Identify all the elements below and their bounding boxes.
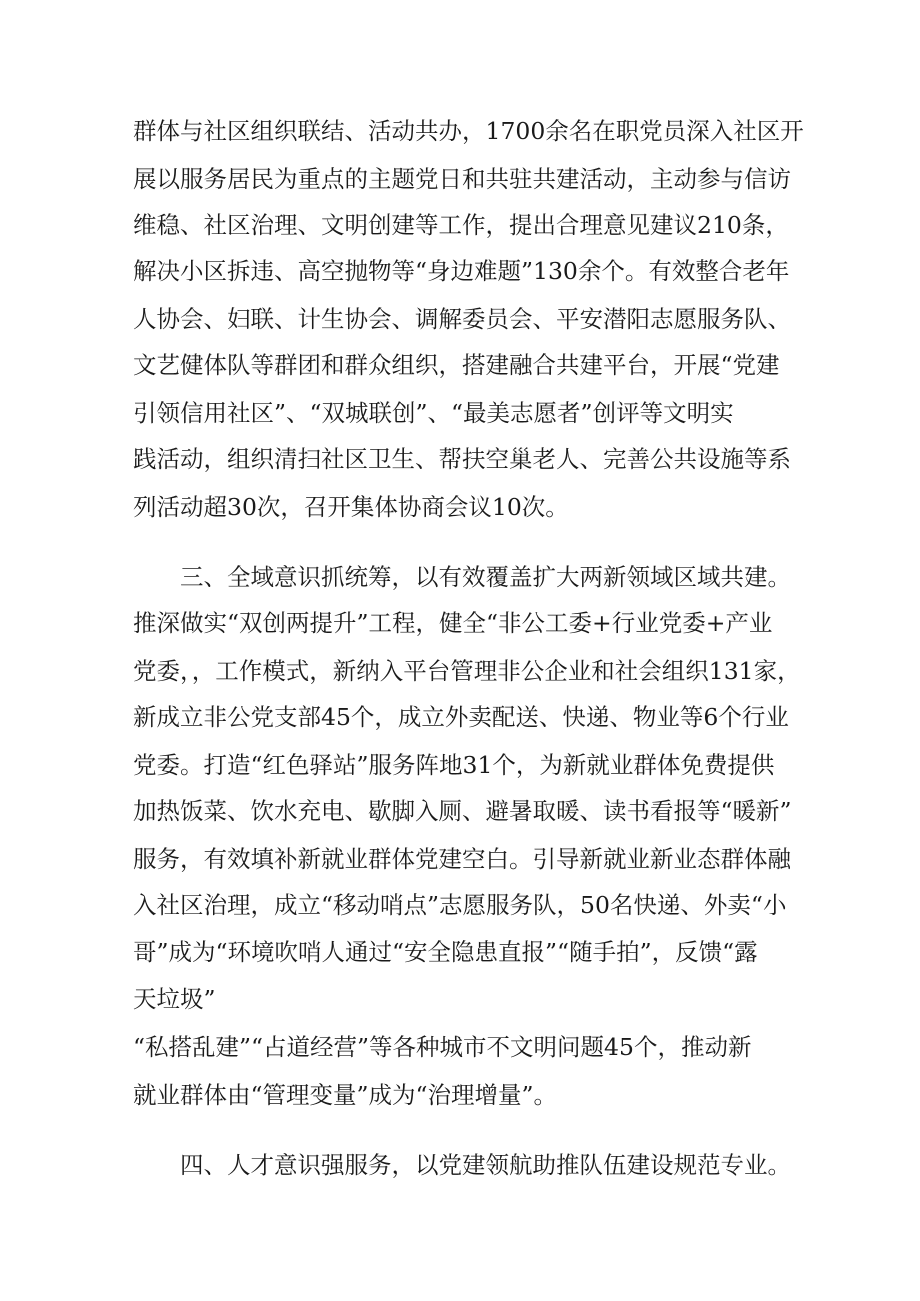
text-line: 群体与社区组织联结、活动共办，1700余名在职党员深入社区开 xyxy=(133,117,804,145)
text-line: “私搭乱建”“占道经营”等各种城市不文明问题45个，推动新 xyxy=(133,1033,752,1061)
text-line: 就业群体由“管理变量”成为“治理增量”。 xyxy=(133,1081,558,1109)
section-heading-3: 三、全域意识抓统筹，以有效覆盖扩大两新领域区域共建。 xyxy=(180,563,791,591)
text-line: 入社区治理，成立“移动哨点”志愿服务队，50名快递、外卖“小 xyxy=(133,891,787,919)
text-line: 文艺健体队等群团和群众组织，搭建融合共建平台，开展“党建 xyxy=(133,351,780,379)
text-line: 加热饭菜、饮水充电、歇脚入厕、避暑取暖、读书看报等“暖新” xyxy=(133,797,792,825)
section-heading-4: 四、人才意识强服务，以党建领航助推队伍建设规范专业。 xyxy=(180,1151,791,1179)
text-line: 解决小区拆违、高空抛物等“身边难题”130余个。有效整合老年 xyxy=(133,257,790,285)
text-line: 党委。打造“红色驿站”服务阵地31个，为新就业群体免费提供 xyxy=(133,751,775,779)
text-line: 展以服务居民为重点的主题党日和共驻共建活动，主动参与信访 xyxy=(133,165,791,193)
text-line: 引领信用社区”、“双城联创”、“最美志愿者”创评等文明实 xyxy=(133,399,734,427)
text-line: 人协会、妇联、计生协会、调解委员会、平安潜阳志愿服务队、 xyxy=(133,305,791,333)
text-line: 推深做实“双创两提升”工程，健全“非公工委+行业党委+产业 xyxy=(133,609,773,637)
text-line: 哥”成为“环境吹哨人通过“安全隐患直报”“随手拍”，反馈“露 xyxy=(133,938,758,966)
text-line: 党委，，工作模式，新纳入平台管理非公企业和社会组织131家， xyxy=(133,657,801,685)
text-line: 列活动超30次，召开集体协商会议10次。 xyxy=(133,493,569,521)
text-line: 践活动，组织清扫社区卫生、帮扶空巢老人、完善公共设施等系 xyxy=(133,445,791,473)
text-line: 维稳、社区治理、文明创建等工作，提出合理意见建议210条， xyxy=(133,211,789,239)
text-line: 服务，有效填补新就业群体党建空白。引导新就业新业态群体融 xyxy=(133,845,791,873)
text-line: 天垃圾” xyxy=(133,985,216,1013)
text-line: 新成立非公党支部45个，成立外卖配送、快递、物业等6个行业 xyxy=(133,703,789,731)
